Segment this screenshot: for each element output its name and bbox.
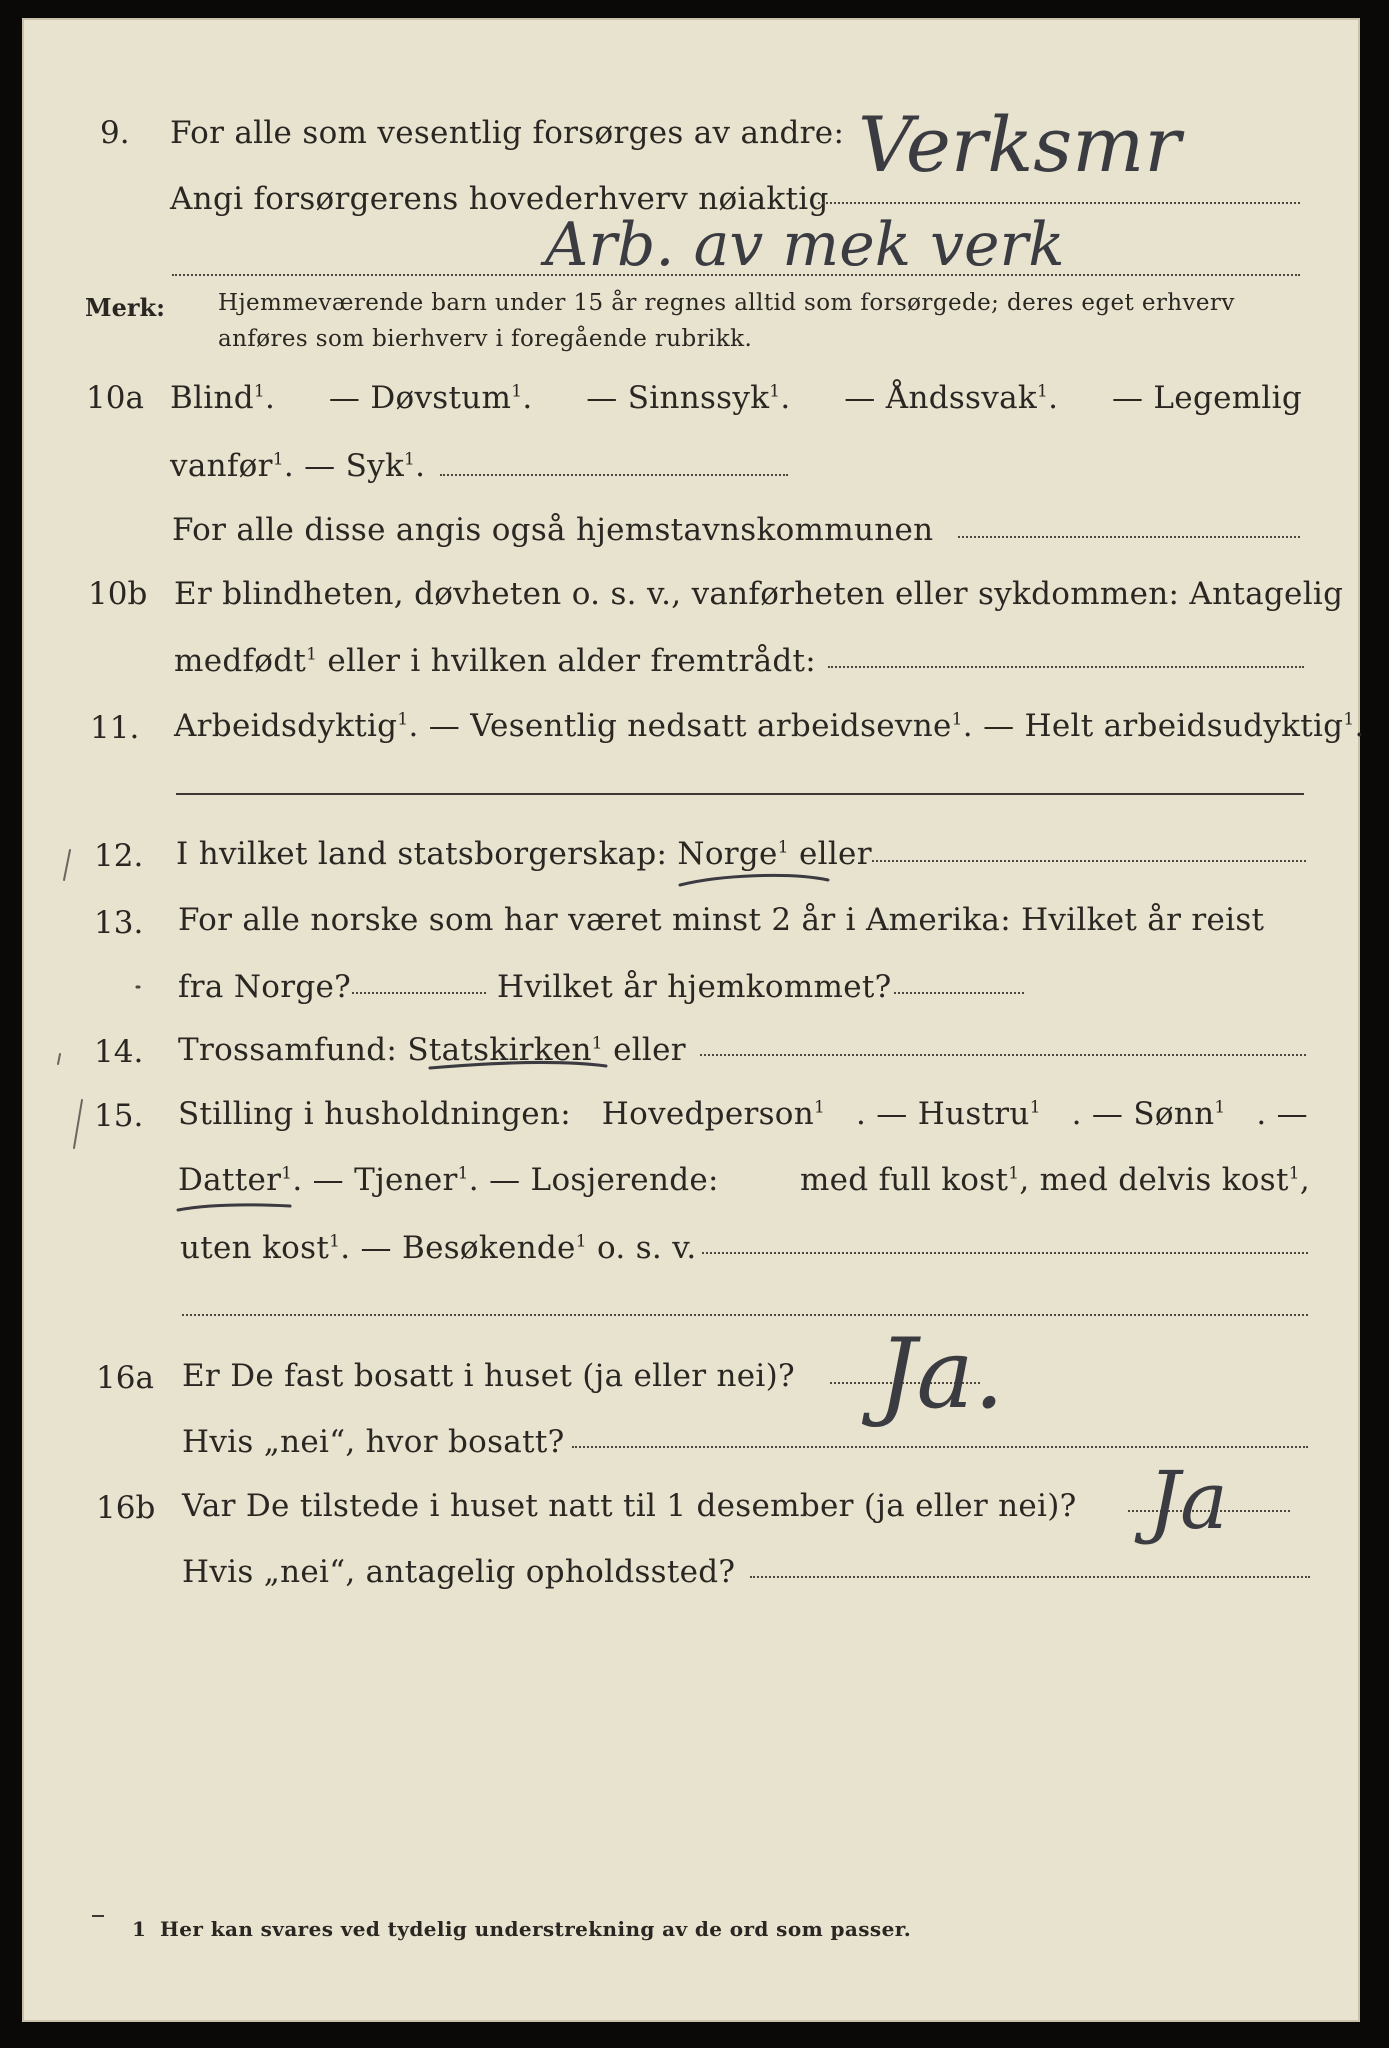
pencil-tick-12 <box>64 850 70 880</box>
merk-line1: Hjemmeværende barn under 15 år regnes alltid som forsørgede; deres eget erhverv <box>218 290 1235 316</box>
q15-number: 15. <box>94 1098 144 1134</box>
q10a-line1: Blind$^1$. — Døvstum$^1$. — Sinnssyk$^1$. — Åndssvak$^1$. — Legemlig <box>170 380 1302 416</box>
q9-handwritten-answer2: Arb. av mek verk <box>545 210 1065 280</box>
q9-handwritten-answer1: Verksmr <box>858 100 1181 189</box>
option-sinnssyk: — Sinnssyk <box>586 380 770 416</box>
q10b-line1: Er blindheten, døvheten o. s. v., vanførheten eller sykdommen: Antagelig <box>174 576 1344 612</box>
q16a-number: 16a <box>96 1360 154 1396</box>
option-nedsatt: . — Vesentlig nedsatt arbeidsevne <box>408 708 952 744</box>
q9-number: 9. <box>100 115 130 151</box>
q15-line1: Stilling i husholdningen: Hovedperson$^1$ . — Hustru$^1$ . — Sønn$^1$ . — <box>178 1096 1308 1132</box>
q16a-line2: Hvis „nei“, hvor bosatt? <box>182 1424 565 1460</box>
underline-statskirken <box>430 1062 606 1068</box>
option-hustru: . — Hustru <box>855 1096 1030 1132</box>
q16a-line1: Er De fast bosatt i huset (ja eller nei)? <box>182 1358 795 1394</box>
q10a-line2: vanfør$^1$. — Syk$^1$. <box>170 448 426 484</box>
merk-line2: anføres som bierhverv i foregående rubrikk. <box>218 326 753 352</box>
q9-line1: For alle som vesentlig forsørges av andre: <box>170 115 845 151</box>
pencil-tick-15 <box>74 1100 82 1148</box>
option-norge: Norge <box>677 836 778 872</box>
q10a-line3: For alle disse angis også hjemstavnskommunen <box>172 512 934 548</box>
q10a-number: 10a <box>86 380 144 416</box>
footnote-mark-line <box>92 1915 104 1917</box>
pencil-tick-14 <box>58 1054 60 1064</box>
option-vanfor: vanfør <box>170 448 273 484</box>
q11-line: Arbeidsdyktig$^1$. — Vesentlig nedsatt arbeidsevne$^1$. — Helt arbeidsudyktig$^1$. <box>174 708 1365 744</box>
q11-number: 11. <box>90 710 140 746</box>
q13-line2b: Hvilket år hjemkommet? <box>497 969 892 1005</box>
q15-line2: Datter$^1$. — Tjener$^1$. — Losjerende: med full kost$^1$, med delvis kost$^1$, <box>178 1162 1310 1198</box>
option-syk: — Syk <box>304 448 405 484</box>
q14-line: Trossamfund: Statskirken$^1$ eller <box>178 1032 686 1068</box>
option-datter: Datter <box>178 1162 282 1198</box>
q12-number: 12. <box>94 838 144 874</box>
q9-line2: Angi forsørgerens hovederhverv nøiaktig <box>170 181 829 217</box>
option-medfodt: medfødt <box>174 643 307 679</box>
footnote-marker: 1 <box>132 1917 147 1941</box>
underline-norge <box>680 875 828 885</box>
option-legemlig: — Legemlig <box>1111 380 1302 416</box>
q10b-line2: medfødt$^1$ eller i hvilken alder fremtrådt: <box>174 643 817 679</box>
q14-number: 14. <box>94 1034 144 1070</box>
q16b-handwritten-answer: Ja <box>1148 1454 1228 1547</box>
q12-line: I hvilket land statsborgerskap: Norge$^1$ eller <box>176 836 872 872</box>
option-losjerende: . — Losjerende: <box>468 1162 719 1198</box>
q16b-number: 16b <box>96 1490 156 1526</box>
q16b-line1: Var De tilstede i huset natt til 1 desember (ja eller nei)? <box>182 1488 1077 1524</box>
q13-line1: For alle norske som har været minst 2 år i Amerika: Hvilket år reist <box>178 902 1265 938</box>
option-uten-kost: uten kost <box>180 1230 330 1266</box>
option-arbeidsdyktig: Arbeidsdyktig <box>174 708 398 744</box>
q13-line2a: fra Norge? <box>178 969 352 1005</box>
option-dovstum: — Døvstum <box>328 380 512 416</box>
footnote-text: Her kan svares ved tydelig understrekning av de ord som passer. <box>160 1917 912 1941</box>
option-hovedperson: Hovedperson <box>601 1096 815 1132</box>
option-besokende: . — Besøkende <box>340 1230 576 1266</box>
option-udyktig: . — Helt arbeidsudyktig <box>962 708 1344 744</box>
merk-label: Merk: <box>85 293 165 322</box>
q13-number: 13. <box>94 905 144 941</box>
q16a-handwritten-answer: Ja. <box>878 1318 1005 1430</box>
option-full-kost: med full kost <box>799 1162 1009 1198</box>
option-blind: Blind <box>170 380 254 416</box>
option-statskirken: Statskirken <box>407 1032 592 1068</box>
option-sonn: . — Sønn <box>1071 1096 1215 1132</box>
option-delvis-kost: , med delvis kost <box>1019 1162 1289 1198</box>
option-tjener: . — Tjener <box>292 1162 458 1198</box>
underline-datter <box>178 1205 290 1210</box>
option-andssvak: — Åndssvak <box>844 380 1037 416</box>
q16b-line2: Hvis „nei“, antagelig opholdssted? <box>182 1554 736 1590</box>
q10b-number: 10b <box>88 576 148 612</box>
q15-line3: uten kost$^1$. — Besøkende$^1$ o. s. v. <box>180 1230 697 1266</box>
